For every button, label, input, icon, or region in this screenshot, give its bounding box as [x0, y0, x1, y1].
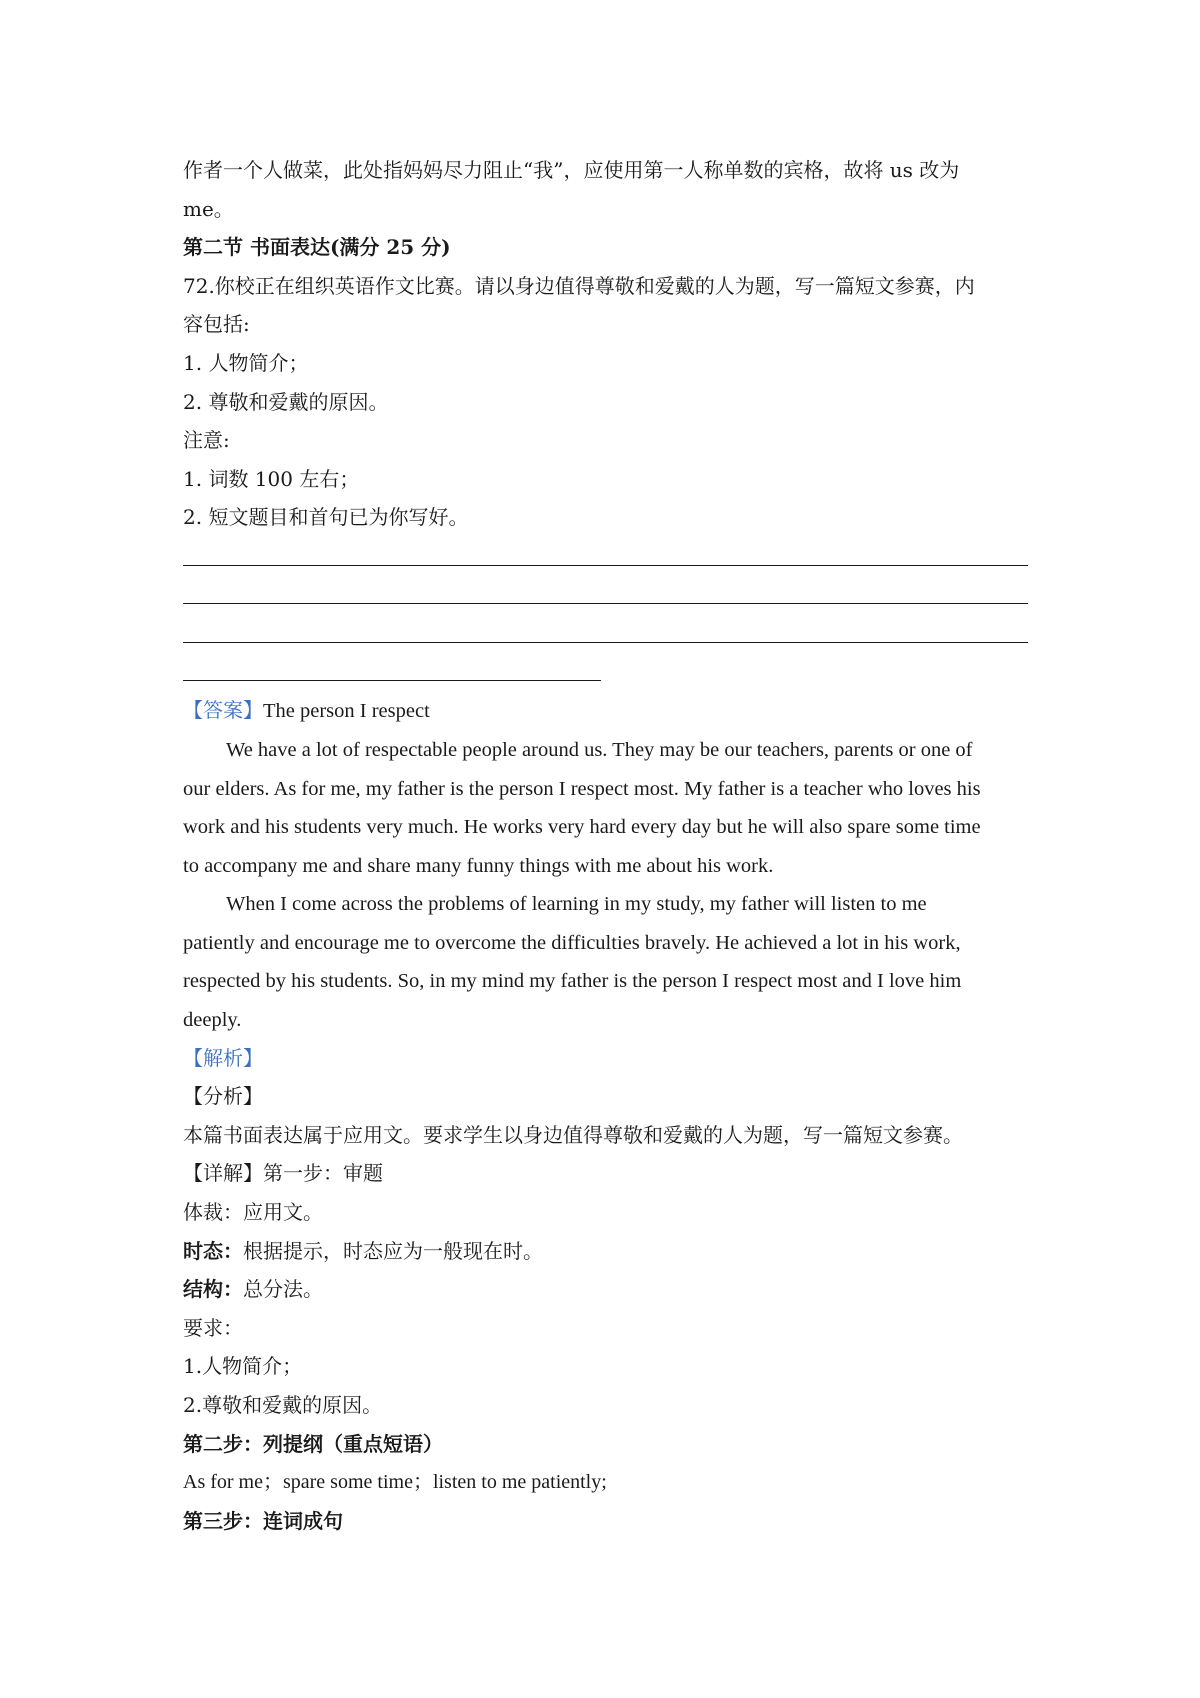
answer-p1-line: to accompany me and share many funny things with me about his work. [183, 854, 774, 877]
answer-title: The person I respect [263, 700, 430, 723]
structure-text: 总分法。 [243, 1277, 323, 1302]
question-item-2: 2. 尊敬和爱戴的原因。 [183, 389, 389, 414]
genre-line: 体裁：应用文。 [183, 1200, 323, 1225]
requirement-item-2: 2.尊敬和爱戴的原因。 [183, 1393, 383, 1417]
intro-line-2: me。 [183, 196, 234, 221]
tense-text: 根据提示，时态应为一般现在时。 [243, 1238, 543, 1263]
answer-title-line [183, 691, 1028, 730]
note-item-1: 1. 词数 100 左右； [183, 466, 360, 491]
tense-line [183, 1232, 1028, 1271]
note-label: 注意: [183, 428, 230, 453]
requirements-label: 要求： [183, 1315, 243, 1340]
answer-p1-line: work and his students very much. He works very hard every day but he will also spare some time [183, 816, 981, 839]
answer-blank-line [183, 614, 1028, 653]
tense-label: 时态： [183, 1238, 243, 1263]
question-item-1: 1. 人物简介； [183, 350, 309, 375]
answer-p1-line: We have a lot of respectable people around us. They may be our teachers, parents or one of [226, 738, 973, 761]
answer-blank-line [183, 537, 1028, 576]
answer-p2-line: When I come across the problems of learning in my study, my father will listen to me [226, 893, 927, 916]
step1-text: 第一步：审题 [263, 1161, 383, 1186]
answer-p2-line: respected by his students. So, in my mind my father is the person I respect most and I love him [183, 970, 962, 993]
question-line-1: 72.你校正在组织英语作文比赛。请以身边值得尊敬和爱戴的人为题，写一篇短文参赛，内 [183, 273, 975, 298]
step3-heading: 第三步：连词成句 [183, 1508, 343, 1533]
intro-line-1: 作者一个人做菜，此处指妈妈尽力阻止“我”，应使用第一人称单数的宾格，故将 us 改为 [183, 158, 960, 182]
fenxi-label: 【分析】 [183, 1084, 263, 1109]
analysis-label: 【解析】 [183, 1045, 263, 1070]
xiangjie-label: 【详解】 [183, 1161, 263, 1186]
answer-p2-line: deeply. [183, 1009, 242, 1032]
answer-blank-line [183, 576, 1028, 615]
requirement-item-1: 1.人物简介； [183, 1354, 303, 1379]
answer-p2-line: patiently and encourage me to overcome the difficulties bravely. He achieved a lot in his work, [183, 931, 961, 954]
key-phrases: As for me；spare some time；listen to me patiently; [183, 1471, 607, 1494]
section-heading: 第二节 书面表达(满分 25 分) [183, 235, 451, 260]
structure-line [183, 1270, 1028, 1309]
answer-p1-line: our elders. As for me, my father is the person I respect most. My father is a teacher who loves his [183, 777, 981, 800]
answer-label: 【答案】 [183, 698, 263, 723]
answer-blank-line-short [183, 653, 1028, 692]
structure-label: 结构： [183, 1277, 243, 1302]
document-page [183, 151, 1028, 1540]
step1-line [183, 1154, 1028, 1193]
question-line-2: 容包括: [183, 312, 250, 337]
fenxi-text: 本篇书面表达属于应用文。要求学生以身边值得尊敬和爱戴的人为题，写一篇短文参赛。 [183, 1122, 963, 1147]
step2-heading: 第二步：列提纲（重点短语） [183, 1431, 443, 1456]
note-item-2: 2. 短文题目和首句已为你写好。 [183, 505, 469, 530]
